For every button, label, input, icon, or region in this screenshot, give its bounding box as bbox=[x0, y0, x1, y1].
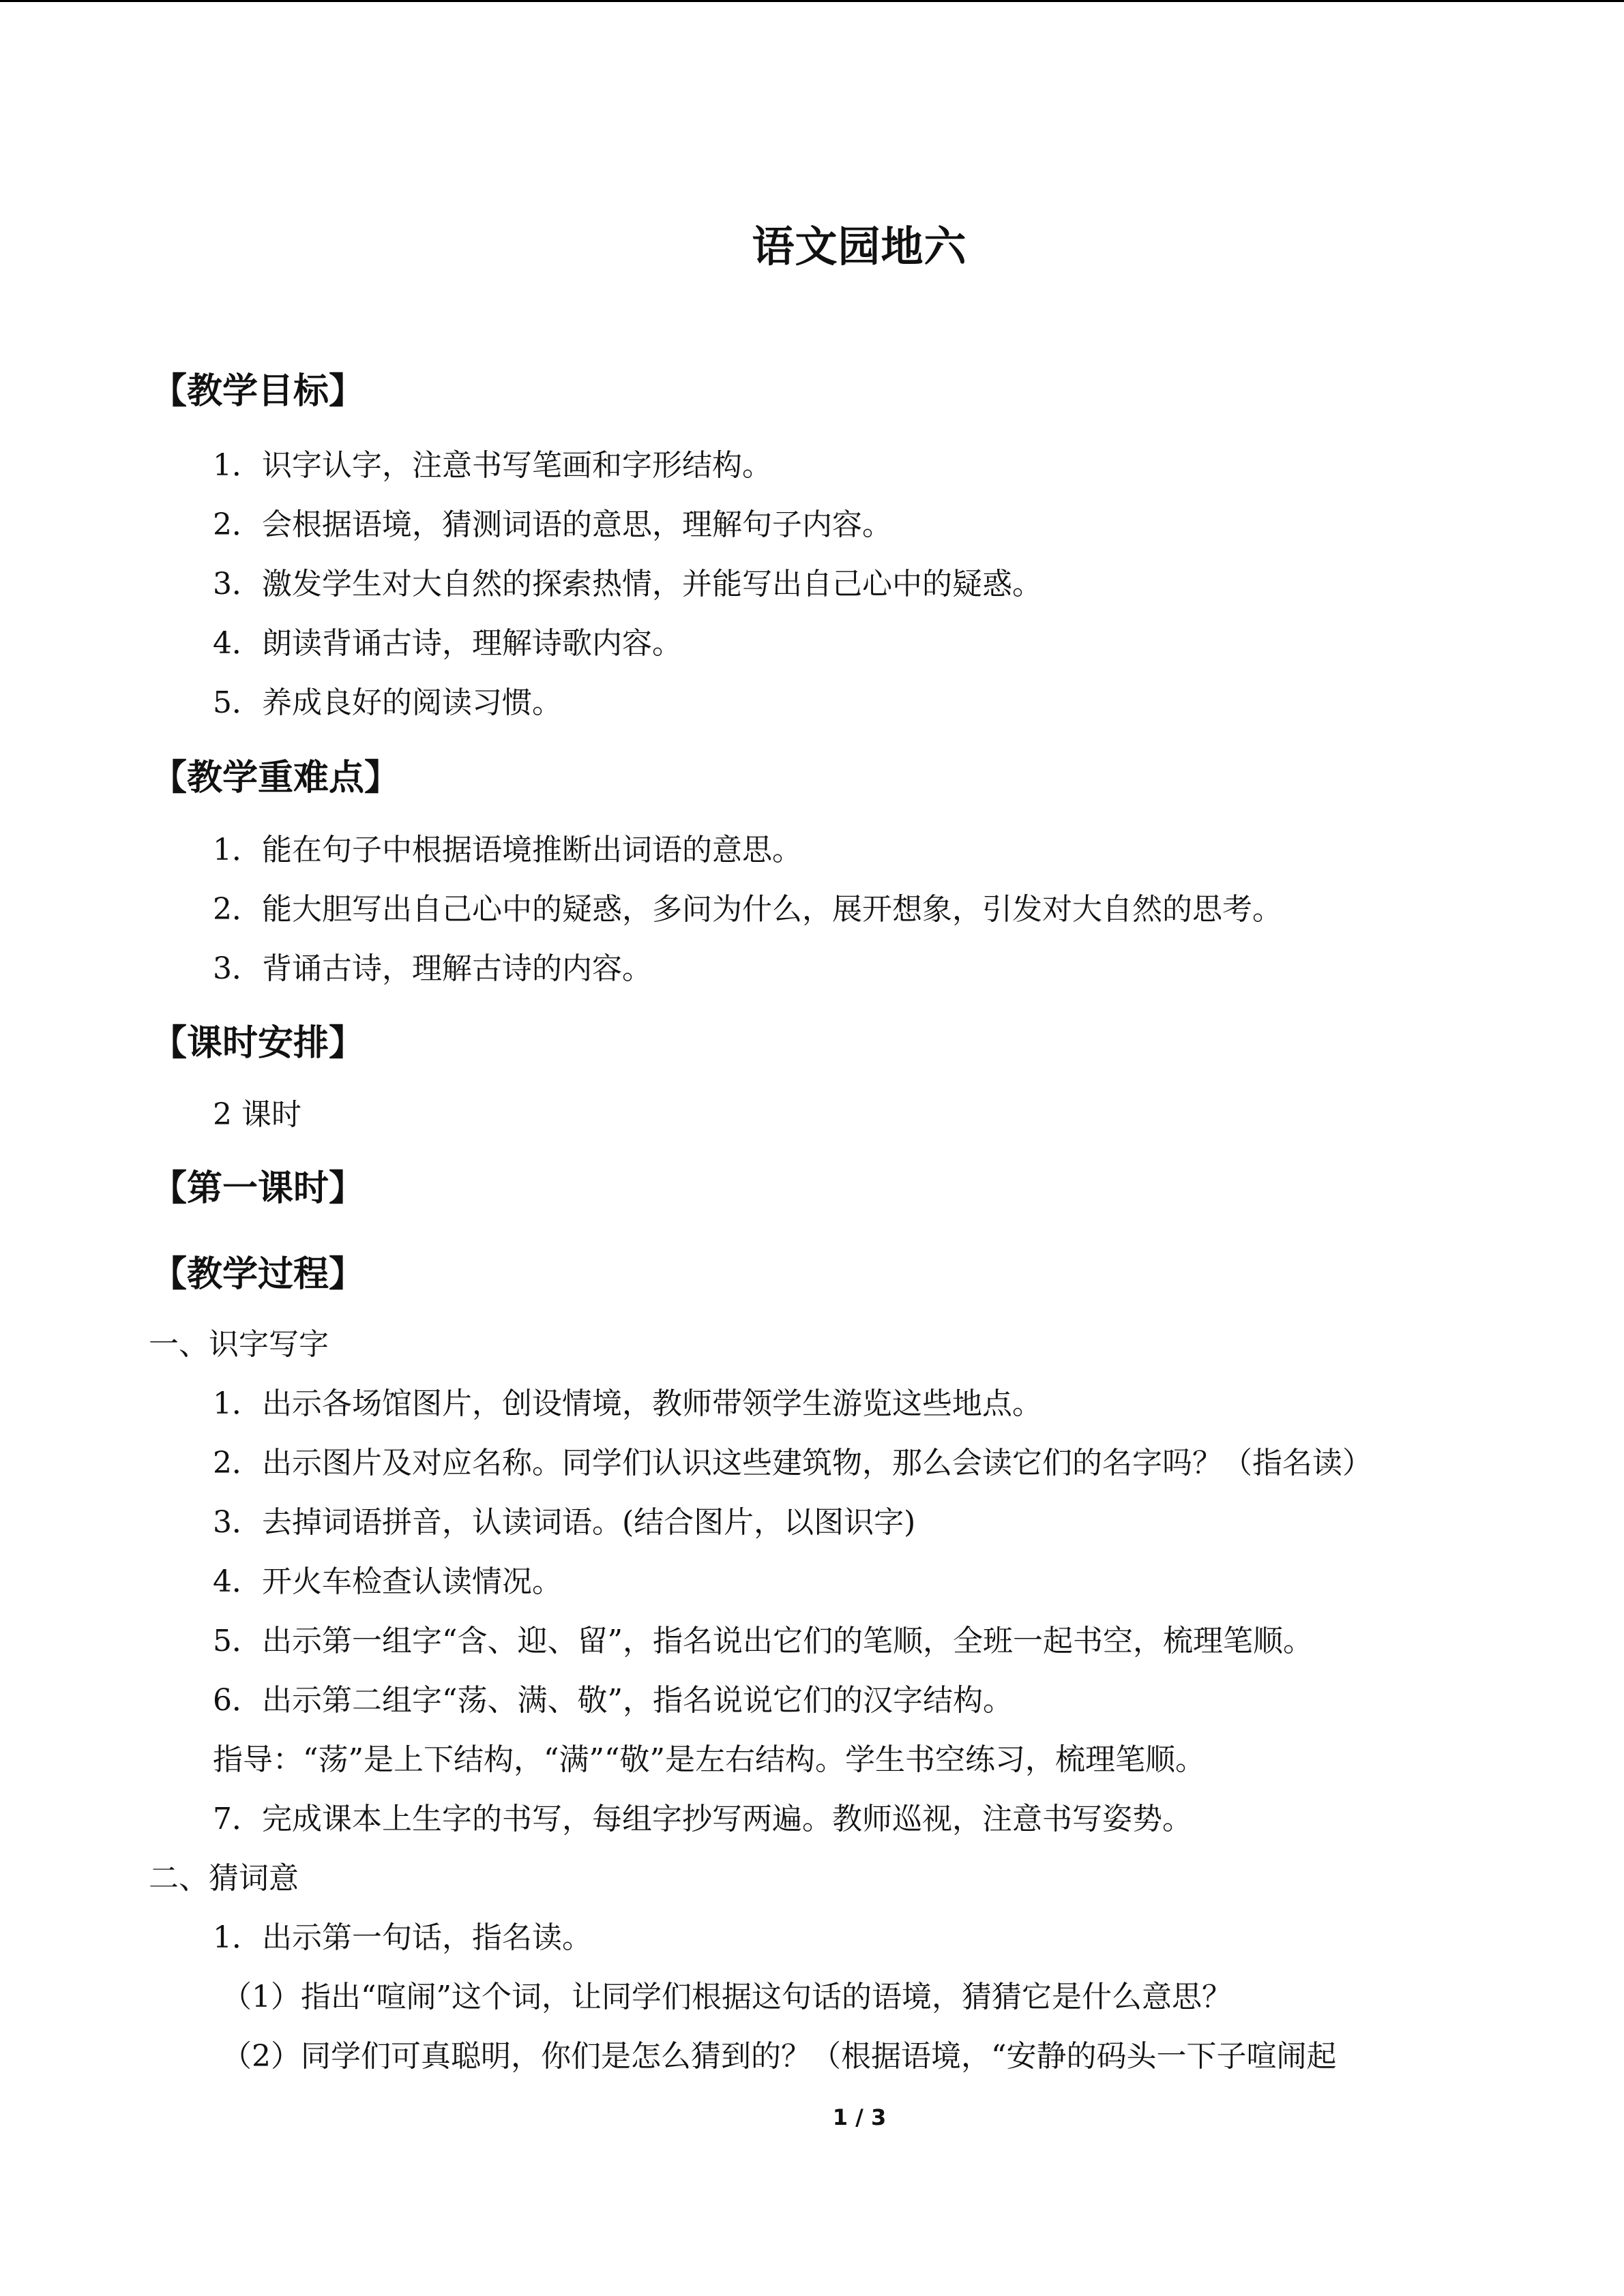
objective-item: 1．识字认字，注意书写笔画和字形结构。 bbox=[213, 448, 772, 483]
key-point-item: 3．背诵古诗，理解古诗的内容。 bbox=[213, 951, 652, 986]
process-part-title: 一、识字写字 bbox=[149, 1327, 329, 1362]
process-item: 4．开火车检查认读情况。 bbox=[213, 1564, 562, 1599]
page-number: 1 / 3 bbox=[832, 2104, 887, 2130]
heading-process: 【教学过程】 bbox=[151, 1254, 365, 1295]
heading-schedule: 【课时安排】 bbox=[151, 1023, 365, 1064]
process-part-title: 二、猜词意 bbox=[149, 1861, 299, 1896]
process-item: 1．出示各场馆图片，创设情境，教师带领学生游览这些地点。 bbox=[213, 1386, 1042, 1421]
document-title: 语文园地六 bbox=[752, 222, 967, 271]
objective-item: 4．朗读背诵古诗，理解诗歌内容。 bbox=[213, 626, 682, 661]
process-sub-item: （1）指出“喧闹”这个词，让同学们根据这句话的语境，猜猜它是什么意思？ bbox=[222, 1980, 1232, 2014]
schedule-text: 2 课时 bbox=[213, 1097, 301, 1132]
process-item: 5．出示第一组字“含、迎、留”，指名说出它们的笔顺，全班一起书空，梳理笔顺。 bbox=[213, 1624, 1313, 1658]
key-point-item: 1．能在句子中根据语境推断出词语的意思。 bbox=[213, 833, 802, 867]
heading-first-lesson: 【第一课时】 bbox=[151, 1168, 365, 1209]
heading-key-points: 【教学重难点】 bbox=[151, 758, 400, 799]
top-border bbox=[0, 0, 1624, 2]
process-item: 1．出示第一句话，指名读。 bbox=[213, 1920, 592, 1955]
key-point-item: 2．能大胆写出自己心中的疑惑，多问为什么，展开想象，引发对大自然的思考。 bbox=[213, 892, 1282, 927]
process-sub-item: （2）同学们可真聪明，你们是怎么猜到的？（根据语境，“安静的码头一下子喧闹起 bbox=[222, 2039, 1337, 2074]
objective-item: 2．会根据语境，猜测词语的意思，理解句子内容。 bbox=[213, 507, 892, 542]
process-item: 7．完成课本上生字的书写，每组字抄写两遍。教师巡视，注意书写姿势。 bbox=[213, 1802, 1192, 1836]
process-item: 3．去掉词语拼音，认读词语。(结合图片，以图识字) bbox=[213, 1505, 916, 1540]
objective-item: 3．激发学生对大自然的探索热情，并能写出自己心中的疑惑。 bbox=[213, 567, 1042, 601]
objective-item: 5．养成良好的阅读习惯。 bbox=[213, 685, 562, 720]
heading-objectives: 【教学目标】 bbox=[151, 371, 365, 412]
process-item: 6．出示第二组字“荡、满、敬”，指名说说它们的汉字结构。 bbox=[213, 1683, 1013, 1718]
process-item: 2．出示图片及对应名称。同学们认识这些建筑物，那么会读它们的名字吗？（指名读） bbox=[213, 1446, 1372, 1480]
process-guidance: 指导：“荡”是上下结构，“满”“敬”是左右结构。学生书空练习，梳理笔顺。 bbox=[213, 1742, 1205, 1777]
